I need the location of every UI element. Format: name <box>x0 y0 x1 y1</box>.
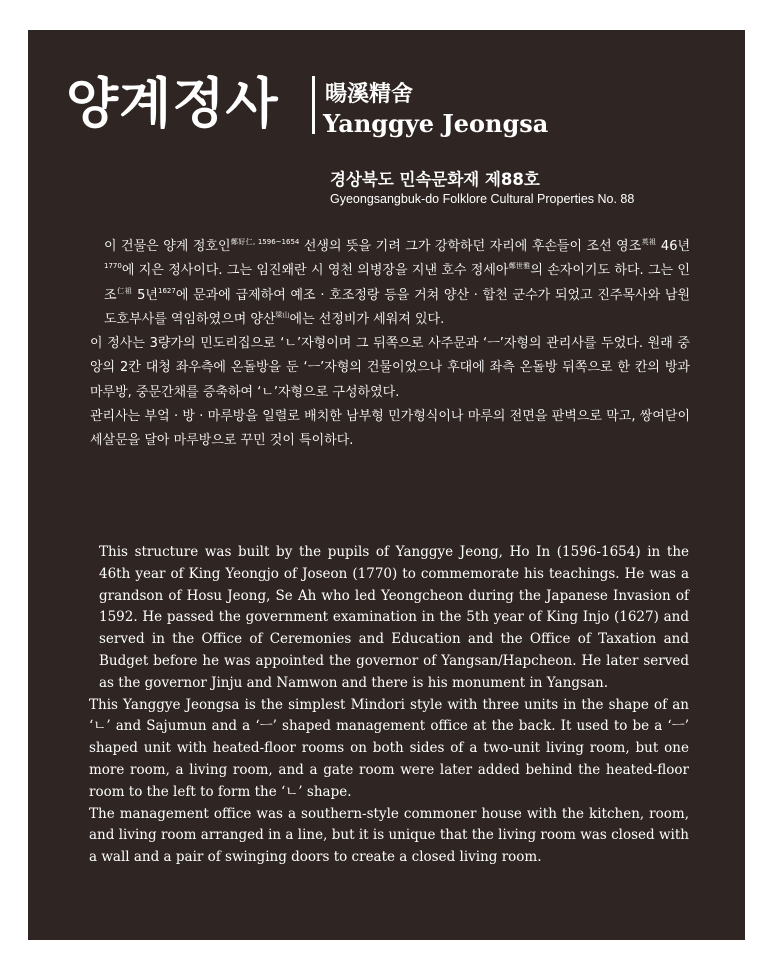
korean-text-run: 에는 선정비가 세워져 있다. <box>289 311 445 327</box>
title-divider <box>312 76 315 134</box>
year-annotation: 1627 <box>157 286 176 295</box>
korean-text-run: 46년 <box>656 239 691 254</box>
korean-text-run: 이 건물은 양계 정호인 <box>104 239 231 254</box>
title-hanja: 暘溪精舍 <box>325 82 414 107</box>
english-paragraph-1: This structure was built by the pupils of Yanggye Jeong, Ho In (1596-1654) in the 46th year of King Yeongjo of Joseon (1770) to commemorate his teachings. He was a grandson of Hosu Jeong, Se Ah who led Yeongcheon during the Japanese Invasion of 1592. He passed the government examination in the 5th year of King Injo (1627) and served in the Office of Ceremonies and Education and the Office of Taxation and Budget before he was appointed the governor of Yangsan/Hapcheon. He later served as the governor Jinju and Namwon and there is his monument in Yangsan. <box>99 544 689 691</box>
designation-english: Gyeongsangbuk-do Folklore Cultural Properties No. 88 <box>330 192 635 206</box>
title-english: Yanggye Jeongsa <box>323 109 549 138</box>
hanja-annotation: 鄭世雅 <box>508 262 531 271</box>
korean-text-run: 의 손자이기도 하다. 그는 인조 <box>104 263 690 303</box>
korean-paragraph-3: 관리사는 부엌 · 방 · 마루방을 일렬로 배치한 남부형 민가형식이나 마루의 전면을 판벽으로 막고, 쌍여닫이 세살문을 달아 마루방으로 꾸민 것이 특이하다. <box>90 409 690 449</box>
english-paragraph-2: This Yanggye Jeongsa is the simplest Mindori style with three units in the shape of an ‘ㄴ’ and Sajumun and a ‘ㅡ’ shaped management office at the back. It used to be a ‘ㅡ’ shaped unit with heated-floor rooms on both sides of a two-unit living room, but one more room, a living room, and a gate room were later added behind the heated-floor room to the left to form the ‘ㄴ’ shape. <box>89 696 689 800</box>
korean-text-run: 에 지은 정사이다. 그는 임진왜란 시 영천 의병장을 지낸 호수 정세아 <box>121 263 509 279</box>
hanja-annotation: 梁山 <box>275 310 290 319</box>
english-description <box>89 542 689 869</box>
hanja-annotation: 鄭好仁, 1596~1654 <box>230 238 300 246</box>
title-korean: 양계정사 <box>66 72 279 135</box>
korean-text-run: 에 문과에 급제하여 예조 · 호조정랑 등을 거쳐 양산 · 합천 군수가 되었고 진주목사와 남원도호부사를 역임하였으며 양산 <box>104 287 691 327</box>
korean-paragraph-2: 이 정사는 3량가의 민도리집으로 ‘ㄴ’자형이며 그 뒤쪽으로 사주문과 ‘ㅡ’자형의 관리사를 두었다. 원래 중앙의 2칸 대청 좌우측에 온돌방을 둔 ‘ㅡ’자형의 건물이었으나 후대에 좌측 온돌방 뒤쪽으로 한 칸의 방과 마루방, 중문간채를 증축하여 ‘ㄴ’자형으로 구성하였다. <box>90 336 690 400</box>
korean-description <box>90 235 690 454</box>
korean-paragraph-1 <box>90 235 690 332</box>
year-annotation: 1770 <box>104 262 122 271</box>
hanja-annotation: 仁祖 <box>116 286 133 295</box>
english-paragraph-3: The management office was a southern-style commoner house with the kitchen, room, and living room arranged in a line, but it is unique that the living room was closed with a wall and a pair of swinging doors to create a closed living room. <box>89 805 689 866</box>
designation-korean: 경상북도 민속문화재 제88호 <box>330 170 540 189</box>
korean-text-run: 선생의 뜻을 기려 그가 강학하던 자리에 후손들이 조선 영조 <box>299 239 642 254</box>
hanja-annotation: 英祖 <box>641 238 657 246</box>
korean-text-run: 5년 <box>132 287 158 303</box>
